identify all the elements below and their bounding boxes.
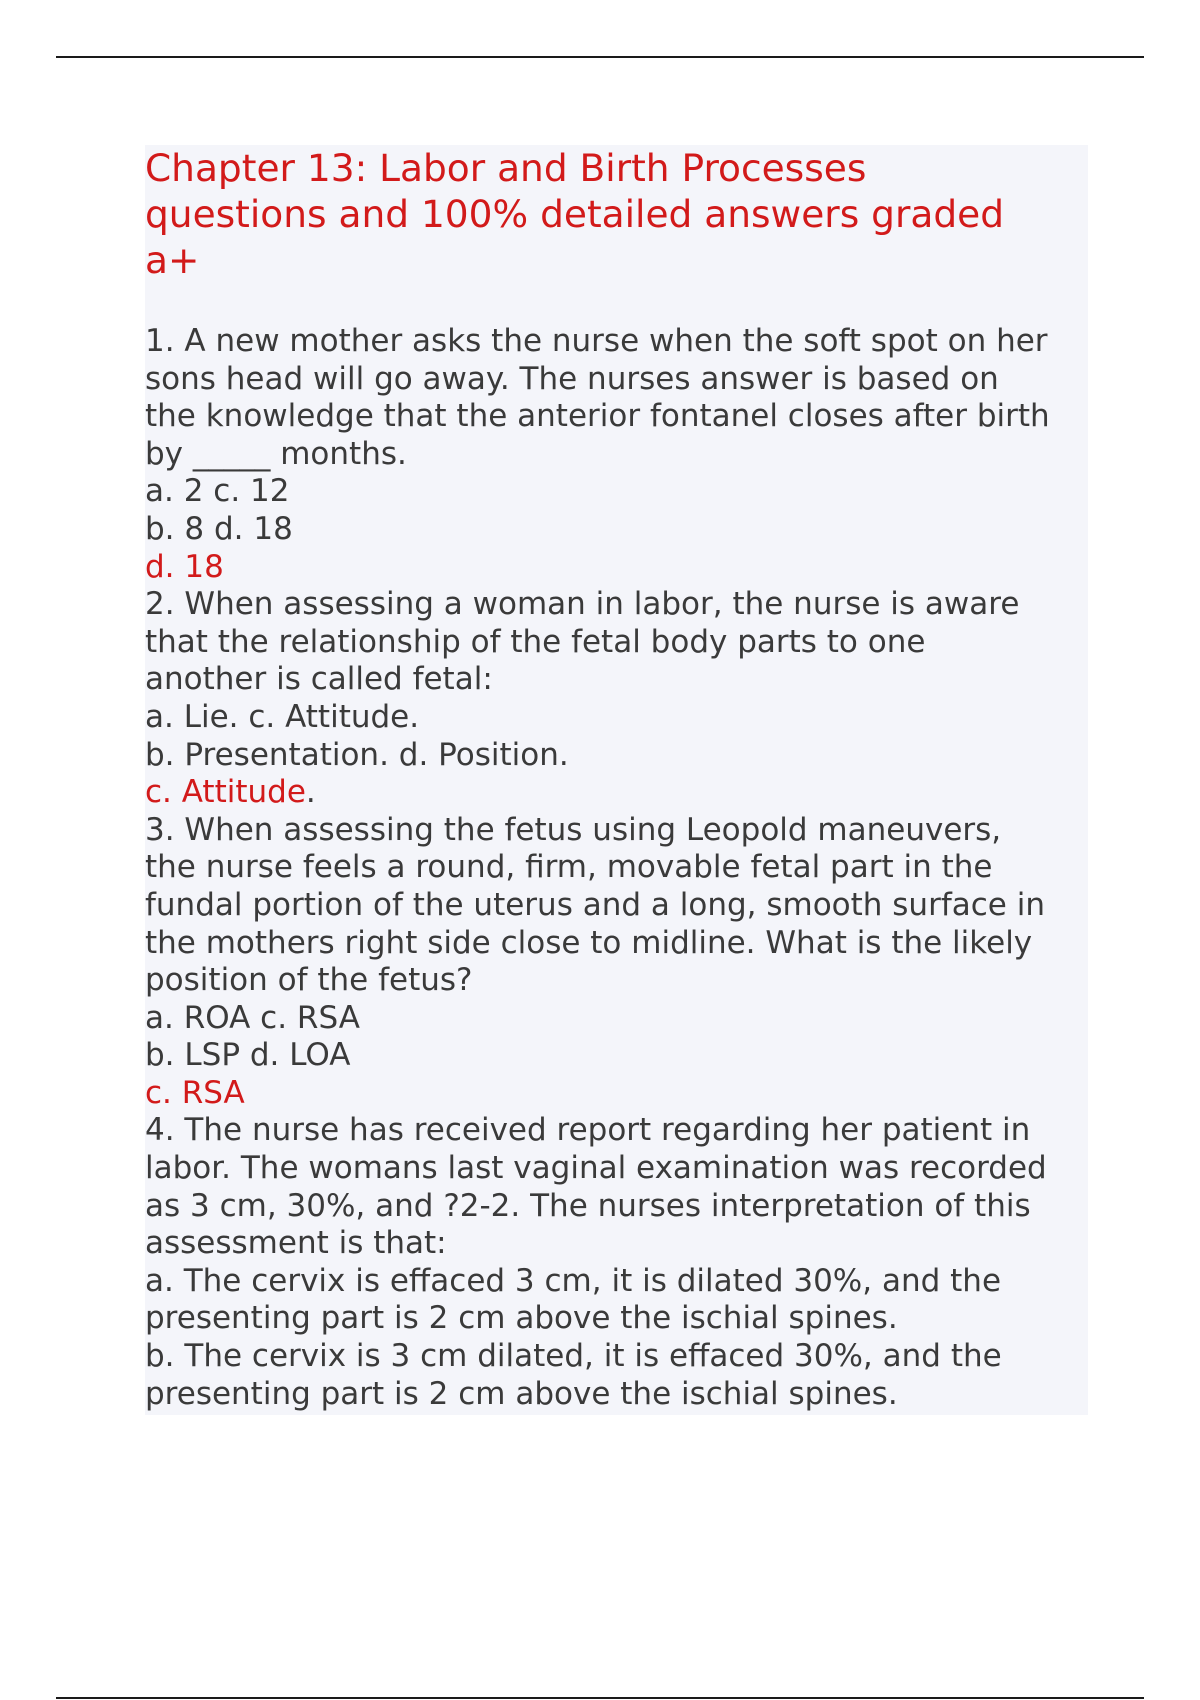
question-stem-line: the mothers right side close to midline. What is the likely bbox=[145, 924, 1033, 961]
question-stem-line: assessment is that: bbox=[145, 1225, 447, 1262]
question-stem-line: sons head will go away. The nurses answer is based on bbox=[145, 360, 999, 397]
option-line: b. LSP d. LOA bbox=[145, 1037, 351, 1074]
question-stem-line: fundal portion of the uterus and a long, smooth surface in bbox=[145, 886, 1045, 923]
title-line: Chapter 13: Labor and Birth Processes bbox=[145, 146, 867, 190]
question-stem-line: by _____ months. bbox=[145, 435, 407, 472]
question-1 bbox=[145, 323, 1088, 586]
question-stem-line: labor. The womans last vaginal examination was recorded bbox=[145, 1150, 1047, 1187]
document-content bbox=[145, 145, 1088, 1415]
question-3 bbox=[145, 812, 1088, 1113]
question-stem-line: the nurse feels a round, firm, movable fetal part in the bbox=[145, 849, 993, 886]
option-line: presenting part is 2 cm above the ischial spines. bbox=[145, 1300, 898, 1337]
question-stem-line: as 3 cm, 30%, and ?2-2. The nurses interpretation of this bbox=[145, 1187, 1031, 1224]
question-stem-line: that the relationship of the fetal body parts to one bbox=[145, 623, 926, 660]
option-line: a. The cervix is effaced 3 cm, it is dilated 30%, and the bbox=[145, 1262, 1002, 1299]
title-line: questions and 100% detailed answers graded bbox=[145, 192, 1005, 236]
option-line: a. ROA c. RSA bbox=[145, 999, 360, 1036]
option-line: b. Presentation. d. Position. bbox=[145, 736, 569, 773]
page-bottom-rule bbox=[56, 1697, 1144, 1699]
page-title bbox=[145, 145, 1088, 283]
question-stem-line: 4. The nurse has received report regarding her patient in bbox=[145, 1112, 1031, 1149]
answer-line bbox=[145, 549, 1088, 587]
question-stem-line: the knowledge that the anterior fontanel closes after birth bbox=[145, 398, 1050, 435]
title-line: a+ bbox=[145, 238, 200, 282]
question-stem-line: 2. When assessing a woman in labor, the nurse is aware bbox=[145, 586, 1020, 623]
question-stem-line: 3. When assessing the fetus using Leopold maneuvers, bbox=[145, 811, 1002, 848]
option-line: presenting part is 2 cm above the ischial spines. bbox=[145, 1375, 898, 1412]
answer-text: d. 18 bbox=[145, 548, 224, 585]
question-2 bbox=[145, 586, 1088, 812]
question-stem-line: 1. A new mother asks the nurse when the soft spot on her bbox=[145, 323, 1048, 359]
answer-line bbox=[145, 1075, 1088, 1113]
option-line: b. 8 d. 18 bbox=[145, 510, 293, 547]
option-line: a. 2 c. 12 bbox=[145, 473, 290, 510]
answer-text: c. Attitude bbox=[145, 774, 306, 811]
option-line: a. Lie. c. Attitude. bbox=[145, 698, 420, 735]
question-stem-line: position of the fetus? bbox=[145, 962, 473, 999]
page-top-rule bbox=[56, 56, 1144, 58]
option-line: b. The cervix is 3 cm dilated, it is effaced 30%, and the bbox=[145, 1338, 1002, 1375]
question-stem-line: another is called fetal: bbox=[145, 661, 493, 698]
question-4 bbox=[145, 1112, 1088, 1413]
answer-text: c. RSA bbox=[145, 1074, 245, 1111]
question-list bbox=[145, 323, 1088, 1413]
answer-line bbox=[145, 774, 1088, 812]
answer-suffix: . bbox=[305, 774, 316, 811]
